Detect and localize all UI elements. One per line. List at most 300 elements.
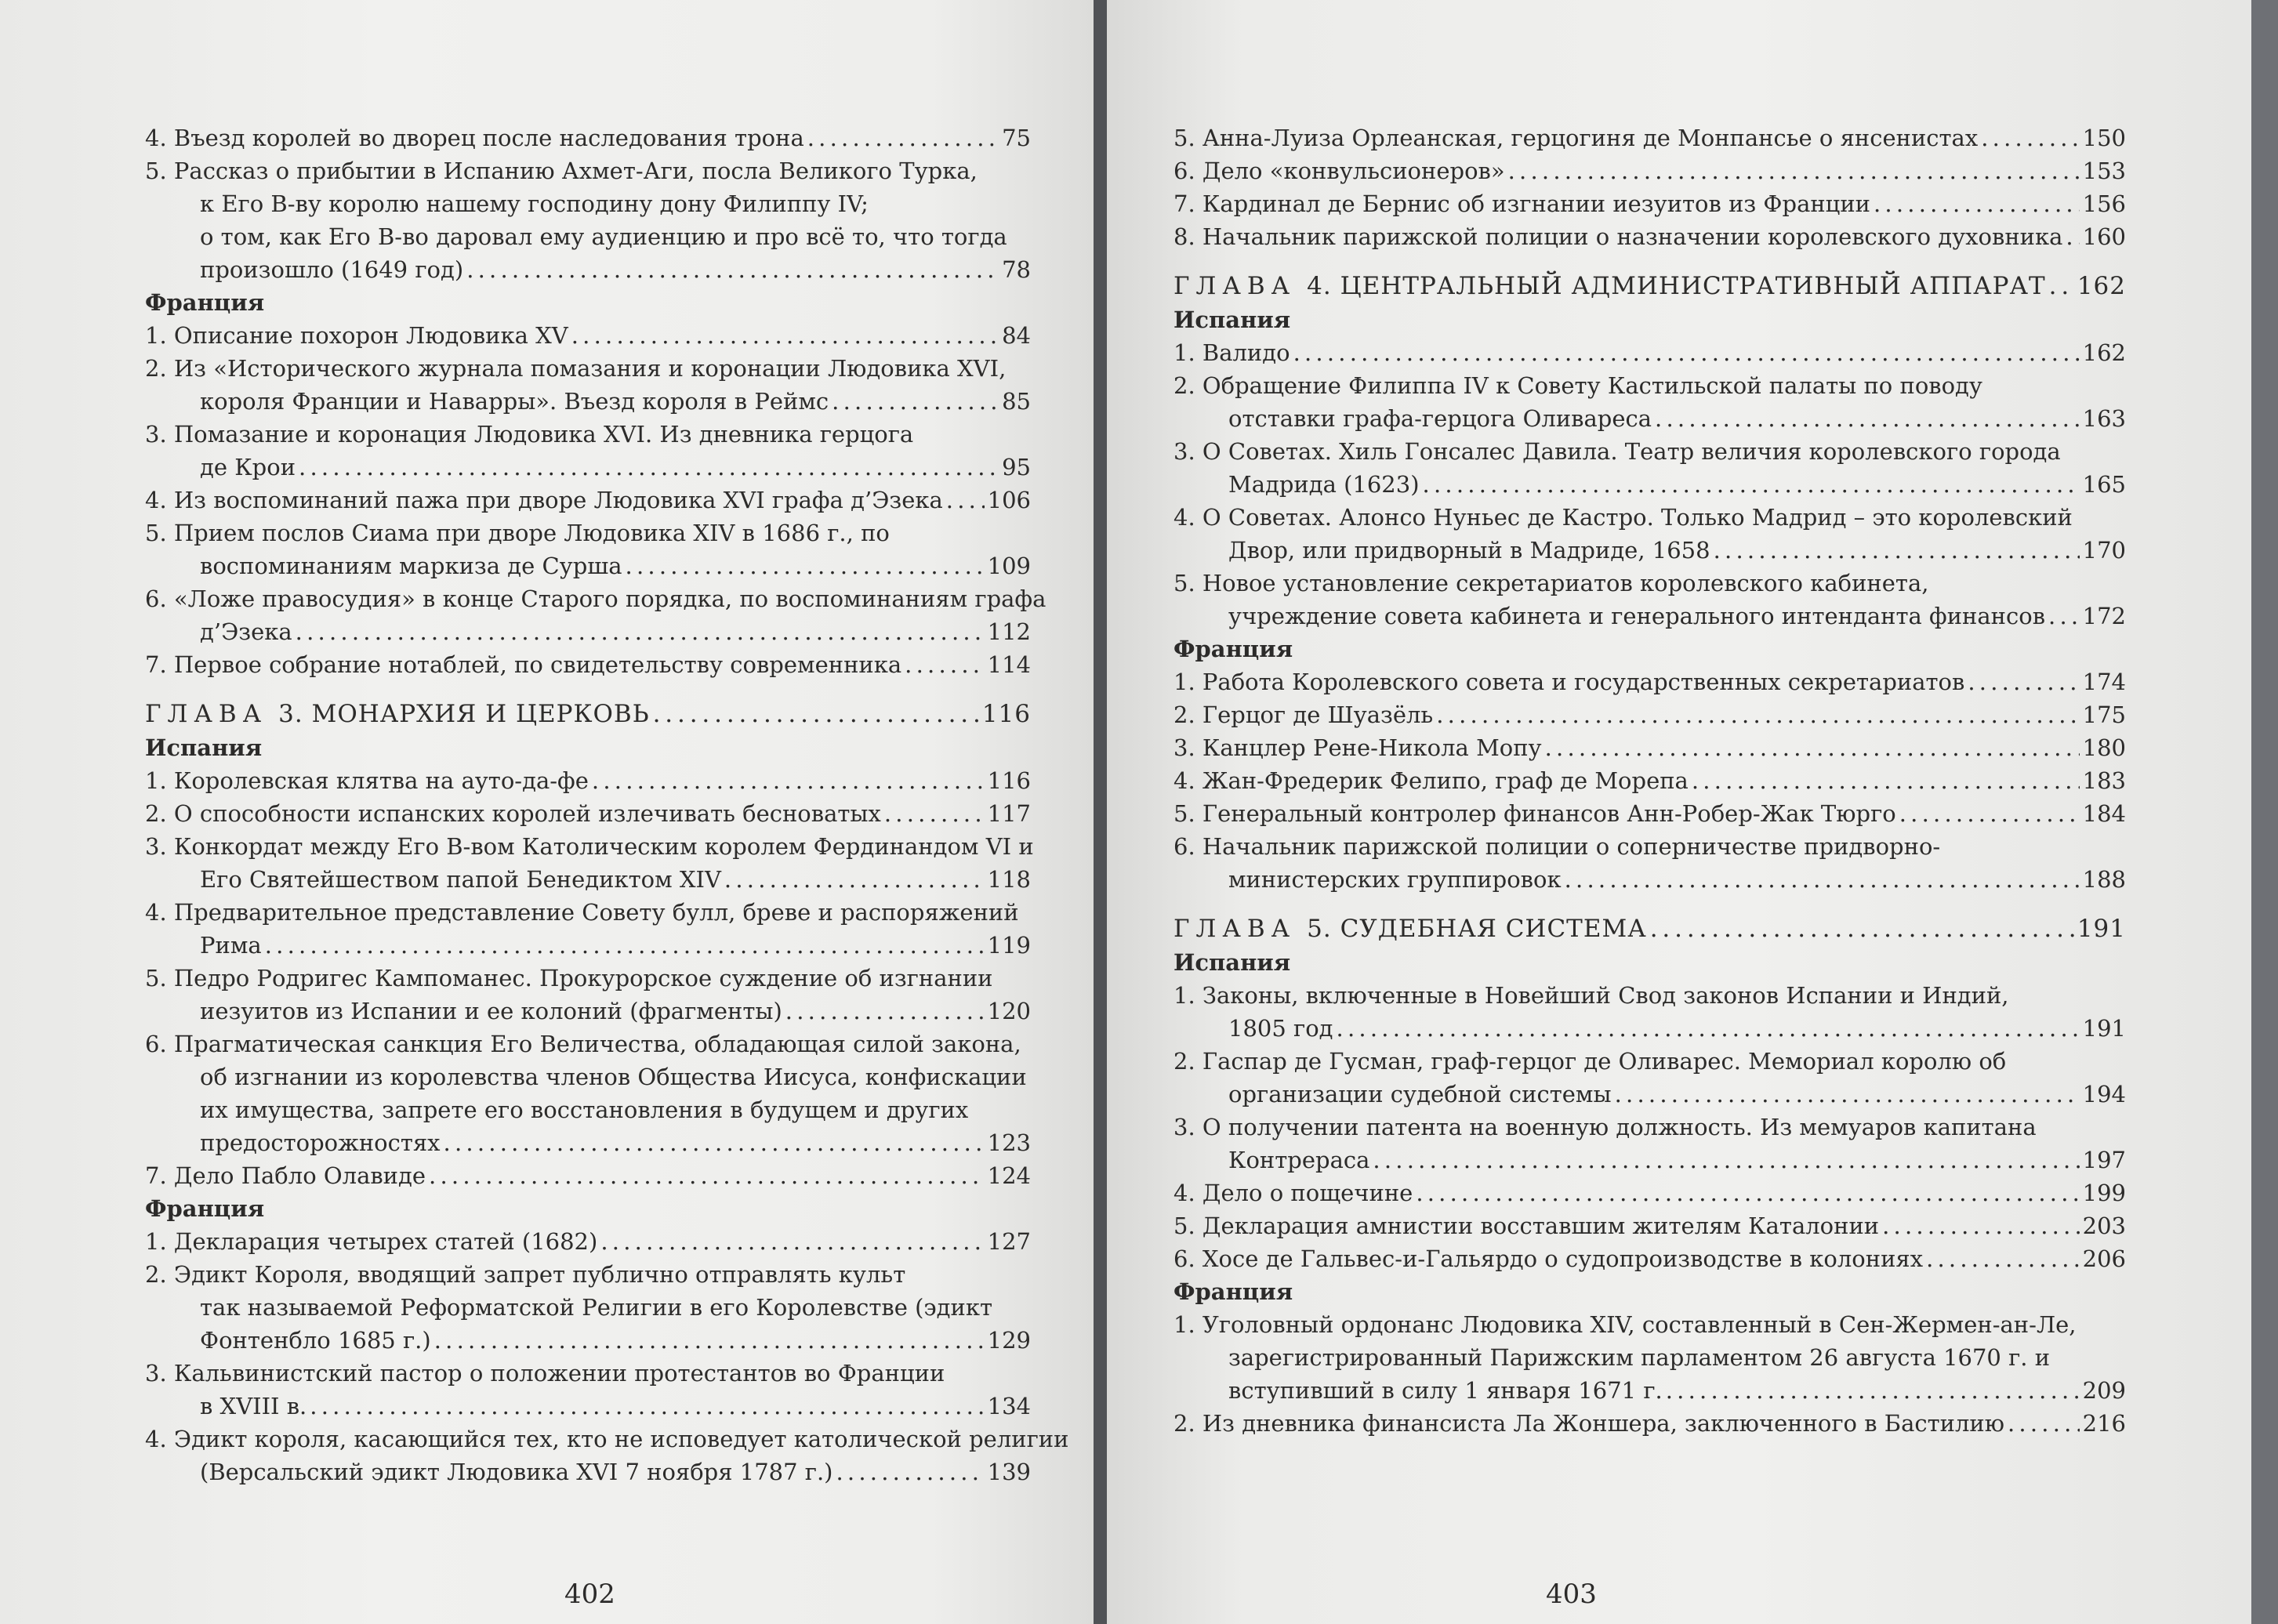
toc-entry	[1173, 121, 2126, 154]
page-ref: 123	[987, 1129, 1031, 1156]
page-ref: 183	[2082, 767, 2126, 794]
dot-leader	[1416, 1176, 2079, 1209]
background-edge	[2251, 0, 2278, 1624]
page-ref: 165	[2082, 471, 2126, 498]
section-heading: Франция	[1173, 636, 1293, 662]
entry-text: 8. Начальник парижской полиции о назначении королевского духовника	[1173, 223, 2063, 250]
entry-line	[145, 896, 1031, 929]
toc-entry	[1173, 1407, 2126, 1440]
entry-line	[145, 863, 1031, 896]
toc-entry	[145, 1423, 1069, 1488]
entry-line	[145, 1093, 1031, 1126]
dot-leader	[905, 648, 984, 681]
entry-line	[1173, 600, 2126, 633]
entry-text: их имущества, запрете его восстановления в будущем и других	[200, 1097, 969, 1123]
entry-text: Мадрида (1623)	[1228, 471, 1420, 498]
entry-line	[1173, 1144, 2126, 1176]
page-ref: 134	[987, 1393, 1031, 1419]
entry-line	[145, 764, 1031, 797]
section-heading: Испания	[145, 734, 263, 761]
page-ref: 114	[987, 651, 1031, 678]
toc-entry	[145, 1159, 1031, 1192]
entry-line	[1173, 830, 2126, 863]
toc-entry	[145, 352, 1031, 418]
entry-text: 3. Канцлер Рене-Никола Мопу	[1173, 734, 1542, 761]
dot-leader	[296, 615, 985, 648]
dot-leader	[1423, 468, 2080, 501]
chapter-heading	[1173, 269, 2126, 303]
page-ref: 139	[987, 1459, 1031, 1485]
entry-line	[1173, 863, 2126, 896]
dot-leader	[724, 863, 985, 896]
page-ref: 175	[2082, 701, 2126, 728]
entry-line	[1173, 468, 2126, 501]
entry-text: в XVIII в.	[200, 1393, 307, 1419]
toc-entry	[145, 121, 1031, 154]
page-ref: 184	[2082, 800, 2126, 827]
toc-entry	[1173, 1111, 2126, 1176]
toc-entry	[1173, 501, 2126, 567]
dot-leader	[946, 484, 985, 517]
entry-text: 4. Из воспоминаний пажа при дворе Людовика XVI графа д’Эзека	[145, 487, 943, 513]
entry-line	[1173, 698, 2126, 731]
entry-line	[1173, 154, 2126, 187]
dot-leader	[299, 451, 999, 484]
dot-leader	[1293, 336, 2080, 369]
dot-leader	[1545, 731, 2080, 764]
page-ref: 119	[987, 932, 1031, 959]
entry-text: 6. «Ложе правосудия» в конце Старого порядка, по воспоминаниям графа	[145, 585, 1047, 612]
toc-entry	[1173, 698, 2126, 731]
page-ref: 78	[1002, 256, 1031, 283]
page-ref: 170	[2082, 537, 2126, 564]
page-ref: 188	[2082, 866, 2126, 893]
page-ref: 199	[2082, 1180, 2126, 1206]
entry-line	[1173, 1012, 2126, 1045]
entry-line	[1173, 220, 2126, 253]
entry-line	[145, 1324, 1031, 1357]
toc-entry	[1173, 567, 2126, 633]
page-ref: 150	[2082, 125, 2126, 151]
left-page	[0, 0, 1094, 1624]
entry-line	[145, 451, 1031, 484]
entry-text: министерских группировок	[1228, 866, 1562, 893]
entry-text: 1. Работа Королевского совета и государственных секретариатов	[1173, 669, 1965, 695]
toc-entry	[145, 418, 1031, 484]
page-ref: 118	[987, 866, 1031, 893]
entry-text: 7. Кардинал де Бернис об изгнании иезуитов из Франции	[1173, 190, 1870, 217]
toc-entry	[1173, 979, 2126, 1045]
toc-entry	[145, 962, 1031, 1028]
dot-leader	[265, 929, 985, 962]
entry-text: отставки графа-герцога Оливареса	[1228, 405, 1652, 432]
page-ref: 109	[987, 553, 1031, 579]
entry-text: 6. Хосе де Гальвес-и-Гальярдо о судопроизводстве в колониях	[1173, 1245, 1924, 1272]
page-ref: 85	[1002, 388, 1031, 415]
dot-leader	[785, 995, 985, 1028]
section-heading: Франция	[145, 1195, 265, 1222]
toc-entry	[145, 582, 1047, 648]
dot-leader	[466, 253, 999, 286]
dot-leader	[571, 319, 999, 352]
entry-line	[145, 418, 1031, 451]
dot-leader	[1874, 187, 2080, 220]
entry-line	[145, 615, 1031, 648]
toc-entry	[145, 517, 1031, 582]
entry-text: произошло (1649 год)	[200, 256, 464, 283]
toc-entry	[1173, 1045, 2126, 1111]
entry-text: 6. Начальник парижской полиции о соперничестве придворно-	[1173, 833, 1941, 860]
toc-entry	[1173, 665, 2126, 698]
entry-text: предосторожностях	[200, 1129, 441, 1156]
entry-line	[1173, 665, 2126, 698]
page-ref: 197	[2082, 1147, 2126, 1173]
entry-line	[1173, 1242, 2126, 1275]
entry-line	[145, 220, 1031, 253]
entry-text: 2. О способности испанских королей излечивать бесноватых	[145, 800, 881, 827]
dot-leader	[1373, 1144, 2079, 1176]
toc-entry	[1173, 369, 2126, 435]
entry-line	[145, 385, 1031, 418]
entry-text: 2. Герцог де Шуазёль	[1173, 701, 1434, 728]
toc-list	[145, 121, 1069, 1488]
entry-text: Рима	[200, 932, 262, 959]
entry-text: 4. Жан-Фредерик Фелипо, граф де Морепа	[1173, 767, 1689, 794]
entry-text: 1. Валидо	[1173, 339, 1290, 366]
toc-entry	[1173, 1308, 2126, 1407]
page-ref: 153	[2082, 158, 2126, 184]
page-ref: 203	[2082, 1213, 2126, 1239]
entry-line	[1173, 402, 2126, 435]
entry-text: 4. О Советах. Алонсо Нуньес де Кастро. Только Мадрид – это королевский	[1173, 504, 2073, 531]
page-ref: 209	[2082, 1377, 2126, 1404]
entry-text: учреждение совета кабинета и генерального интенданта финансов	[1228, 603, 2046, 629]
dot-leader	[2066, 220, 2079, 253]
entry-text: 5. Педро Родригес Кампоманес. Прокурорское суждение об изгнании	[145, 965, 993, 991]
entry-text: вступивший в силу 1 января 1671 г.	[1228, 1377, 1663, 1404]
entry-line	[145, 121, 1031, 154]
dot-leader	[1968, 665, 2079, 698]
dot-leader	[1337, 1012, 2080, 1045]
page-ref: 174	[2082, 669, 2126, 695]
chapter-heading	[145, 697, 1031, 731]
page-ref: 162	[2082, 339, 2126, 366]
entry-line	[1173, 1045, 2126, 1078]
page-ref: 116	[981, 700, 1031, 728]
entry-line	[145, 797, 1031, 830]
entry-text: 2. Эдикт Короля, вводящий запрет публично отправлять культ	[145, 1261, 906, 1288]
dot-leader	[1899, 797, 2080, 830]
entry-line	[145, 187, 1031, 220]
page-ref: 117	[987, 800, 1031, 827]
dot-leader	[807, 121, 999, 154]
entry-line	[145, 582, 1047, 615]
entry-text: 2. Из «Исторического журнала помазания и коронации Людовика XVI,	[145, 355, 1007, 382]
entry-line	[1173, 1407, 2126, 1440]
entry-line	[1173, 797, 2126, 830]
chapter-title	[1173, 912, 1647, 946]
dot-leader	[1714, 534, 2080, 567]
entry-text: 5. Анна-Луиза Орлеанская, герцогиня де Монпансье о янсенистах	[1173, 125, 1979, 151]
entry-text: 6. Дело «конвульсионеров»	[1173, 158, 1505, 184]
dot-leader	[1666, 1374, 2080, 1407]
toc-entry	[1173, 336, 2126, 369]
entry-line	[1173, 435, 2126, 468]
entry-line	[145, 1225, 1031, 1258]
entry-text: Его Святейшеством папой Бенедиктом XIV	[200, 866, 721, 893]
entry-text: Контрераса	[1228, 1147, 1370, 1173]
section-heading: Испания	[1173, 306, 1291, 333]
toc-entry	[145, 1258, 1031, 1357]
dot-leader	[626, 549, 985, 582]
entry-line	[145, 648, 1031, 681]
entry-text: 3. Конкордат между Его В-вом Католическим королем Фердинандом VI и	[145, 833, 1034, 860]
toc-entry	[145, 319, 1031, 352]
toc-entry	[1173, 1176, 2126, 1209]
dot-leader	[2008, 1407, 2080, 1440]
page-ref: 120	[987, 998, 1031, 1024]
dot-leader	[1508, 154, 2080, 187]
toc-entry	[145, 484, 1031, 517]
entry-line	[145, 962, 1031, 995]
entry-text: воспоминаниям маркиза де Сурша	[200, 553, 622, 579]
page-ref: 124	[987, 1162, 1031, 1189]
entry-line	[145, 1390, 1031, 1423]
entry-line	[145, 1291, 1031, 1324]
page-ref: 84	[1002, 322, 1031, 349]
entry-line	[145, 1028, 1031, 1060]
entry-line	[145, 1357, 1031, 1390]
toc-entry	[145, 1028, 1031, 1159]
entry-line	[145, 1126, 1031, 1159]
right-page	[1107, 0, 2251, 1624]
entry-text: так называемой Реформатской Религии в его Королевстве (эдикт	[200, 1294, 993, 1321]
entry-text: 3. О Советах. Хиль Гонсалес Давила. Театр величия королевского города	[1173, 438, 2061, 465]
dot-leader	[1436, 698, 2079, 731]
toc-entry	[1173, 1242, 2126, 1275]
toc-entry	[145, 896, 1031, 962]
entry-text: 4. Эдикт короля, касающийся тех, кто не исповедует католической религии	[145, 1426, 1069, 1452]
entry-line	[145, 253, 1031, 286]
entry-text: организации судебной системы	[1228, 1081, 1612, 1107]
entry-line	[145, 319, 1031, 352]
entry-text: д’Эзека	[200, 618, 292, 645]
entry-text: о том, как Его В-во даровал ему аудиенцию и про всё то, что тогда	[200, 223, 1007, 250]
dot-leader	[884, 797, 985, 830]
dot-leader	[836, 1455, 985, 1488]
page-ref: 116	[987, 767, 1031, 794]
toc-entry	[145, 764, 1031, 797]
dot-leader	[592, 764, 985, 797]
entry-line	[145, 484, 1031, 517]
entry-line	[145, 517, 1031, 549]
dot-leader	[653, 697, 979, 731]
dot-leader	[600, 1225, 984, 1258]
entry-text: 1. Уголовный ордонанс Людовика XIV, составленный в Сен-Жермен-ан-Ле,	[1173, 1311, 2077, 1338]
chapter-label: ГЛАВА	[1173, 915, 1297, 943]
page-ref: 75	[1002, 125, 1031, 151]
entry-text: 4. Предварительное представление Совету булл, бреве и распоряжений	[145, 899, 1019, 926]
toc-entry	[1173, 154, 2126, 187]
toc-entry	[1173, 1209, 2126, 1242]
dot-leader	[1565, 863, 2080, 896]
entry-line	[1173, 1209, 2126, 1242]
toc-entry	[145, 648, 1031, 681]
toc-entry	[145, 797, 1031, 830]
entry-line	[1173, 121, 2126, 154]
dot-leader	[1655, 402, 2080, 435]
entry-text: 5. Новое установление секретариатов королевского кабинета,	[1173, 570, 1929, 596]
page-ref: 112	[987, 618, 1031, 645]
entry-text: 5. Рассказ о прибытии в Испанию Ахмет-Аги, посла Великого Турка,	[145, 158, 978, 184]
toc-entry	[1173, 830, 2126, 896]
entry-text: 4. Въезд королей во дворец после наследования трона	[145, 125, 804, 151]
toc-entry	[1173, 731, 2126, 764]
page-ref: 156	[2082, 190, 2126, 217]
chapter-name: 5. СУДЕБНАЯ СИСТЕМА	[1307, 915, 1647, 943]
entry-text: 1. Законы, включенные в Новейший Свод законов Испании и Индий,	[1173, 982, 2009, 1009]
entry-line	[1173, 979, 2126, 1012]
entry-line	[145, 830, 1034, 863]
page-ref: 160	[2082, 223, 2126, 250]
entry-text: 7. Дело Пабло Олавиде	[145, 1162, 426, 1189]
page-ref: 129	[987, 1327, 1031, 1354]
entry-text: Двор, или придворный в Мадриде, 1658	[1228, 537, 1710, 564]
toc-entry	[1173, 220, 2126, 253]
dot-leader	[832, 385, 999, 418]
entry-text: 4. Дело о пощечине	[1173, 1180, 1413, 1206]
entry-text: 2. Из дневника финансиста Ла Жоншера, заключенного в Бастилию	[1173, 1410, 2004, 1437]
page-ref: 206	[2082, 1245, 2126, 1272]
page-ref: 191	[2082, 1015, 2126, 1042]
entry-line	[1173, 567, 2126, 600]
entry-line	[145, 549, 1031, 582]
dot-leader	[1650, 912, 2074, 946]
entry-line	[1173, 764, 2126, 797]
dot-leader	[310, 1390, 984, 1423]
page-number: 403	[1546, 1579, 1597, 1610]
entry-line	[1173, 1078, 2126, 1111]
entry-line	[1173, 369, 2126, 402]
entry-text: де Крои	[200, 454, 296, 480]
page-ref: 180	[2082, 734, 2126, 761]
chapter-label: ГЛАВА	[1173, 272, 1297, 300]
entry-line	[145, 1423, 1069, 1455]
toc-entry	[1173, 764, 2126, 797]
page-number: 402	[564, 1579, 615, 1610]
toc-entry	[1173, 435, 2126, 501]
chapter-name: 4. ЦЕНТРАЛЬНЫЙ АДМИНИСТРАТИВНЫЙ АППАРАТ	[1307, 272, 2046, 300]
page-ref: 191	[2077, 915, 2126, 943]
entry-text: 3. О получении патента на военную должность. Из мемуаров капитана	[1173, 1114, 2037, 1140]
entry-text: Фонтенбло 1685 г.)	[200, 1327, 431, 1354]
entry-line	[1173, 1308, 2126, 1341]
entry-text: 6. Прагматическая санкция Его Величества, обладающая силой закона,	[145, 1031, 1021, 1057]
entry-line	[145, 352, 1031, 385]
book-spine	[1094, 0, 1107, 1624]
page-ref: 163	[2082, 405, 2126, 432]
entry-text: зарегистрированный Парижским парламентом 26 августа 1670 г. и	[1228, 1344, 2051, 1371]
dot-leader	[1926, 1242, 2080, 1275]
toc-entry	[145, 1225, 1031, 1258]
entry-text: иезуитов из Испании и ее колоний (фрагменты)	[200, 998, 782, 1024]
entry-text: 3. Помазание и коронация Людовика XVI. Из дневника герцога	[145, 421, 914, 448]
chapter-title	[145, 697, 650, 731]
entry-text: 5. Прием послов Сиама при дворе Людовика XIV в 1686 г., по	[145, 520, 890, 546]
entry-text: к Его В-ву королю нашему господину дону Филиппу IV;	[200, 190, 869, 217]
toc-entry	[145, 830, 1034, 896]
section-heading: Франция	[145, 289, 265, 316]
page-ref: 127	[987, 1228, 1031, 1255]
chapter-title	[1173, 269, 2046, 303]
page-ref: 106	[987, 487, 1031, 513]
section-heading: Испания	[1173, 949, 1291, 976]
dot-leader	[434, 1324, 985, 1357]
entry-line	[1173, 1176, 2126, 1209]
entry-line	[1173, 187, 2126, 220]
entry-text: 5. Генеральный контролер финансов Анн-Робер-Жак Тюрго	[1173, 800, 1896, 827]
entry-text: 7. Первое собрание нотаблей, по свидетельству современника	[145, 651, 902, 678]
page-ref: 162	[2077, 272, 2126, 300]
page-ref: 216	[2082, 1410, 2126, 1437]
entry-line	[1173, 731, 2126, 764]
dot-leader	[2049, 269, 2074, 303]
entry-line	[145, 929, 1031, 962]
entry-line	[1173, 501, 2126, 534]
entry-text: короля Франции и Наварры». Въезд короля в Реймс	[200, 388, 829, 415]
entry-text: 1. Описание похорон Людовика XV	[145, 322, 568, 349]
entry-line	[145, 1159, 1031, 1192]
dot-leader	[1882, 1209, 2080, 1242]
dot-leader	[444, 1126, 985, 1159]
chapter-heading	[1173, 912, 2126, 946]
entry-text: 1. Королевская клятва на ауто-да-фе	[145, 767, 589, 794]
chapter-label: ГЛАВА	[145, 700, 268, 728]
entry-line	[145, 154, 1031, 187]
entry-line	[145, 1258, 1031, 1291]
toc-entry	[1173, 187, 2126, 220]
entry-line	[1173, 1341, 2126, 1374]
entry-line	[1173, 534, 2126, 567]
chapter-name: 3. МОНАРХИЯ И ЦЕРКОВЬ	[278, 700, 650, 728]
entry-text: 1805 год	[1228, 1015, 1333, 1042]
entry-text: (Версальский эдикт Людовика XVI 7 ноября 1787 г.)	[200, 1459, 833, 1485]
section-heading: Франция	[1173, 1278, 1293, 1305]
entry-line	[1173, 1111, 2126, 1144]
toc-entry	[145, 1357, 1031, 1423]
entry-line	[145, 1060, 1031, 1093]
entry-line	[1173, 1374, 2126, 1407]
entry-text: об изгнании из королевства членов Общества Иисуса, конфискации	[200, 1064, 1027, 1090]
entry-text: 1. Декларация четырех статей (1682)	[145, 1228, 598, 1255]
dot-leader	[1692, 764, 2080, 797]
page-ref: 172	[2082, 603, 2126, 629]
entry-line	[145, 995, 1031, 1028]
entry-line	[1173, 336, 2126, 369]
entry-text: 3. Кальвинистский пастор о положении протестантов во Франции	[145, 1360, 945, 1387]
page-ref: 95	[1002, 454, 1031, 480]
toc-entry	[145, 154, 1031, 286]
entry-line	[145, 1455, 1031, 1488]
dot-leader	[2048, 600, 2080, 633]
dot-leader	[1615, 1078, 2080, 1111]
dot-leader	[1981, 121, 2079, 154]
entry-text: 2. Обращение Филиппа IV к Совету Кастильской палаты по поводу	[1173, 372, 1982, 399]
entry-text: 2. Гаспар де Гусман, граф-герцог де Оливарес. Мемориал королю об	[1173, 1048, 2007, 1075]
dot-leader	[429, 1159, 985, 1192]
entry-text: 5. Декларация амнистии восставшим жителям Каталонии	[1173, 1213, 1880, 1239]
toc-list	[1173, 121, 2126, 1440]
